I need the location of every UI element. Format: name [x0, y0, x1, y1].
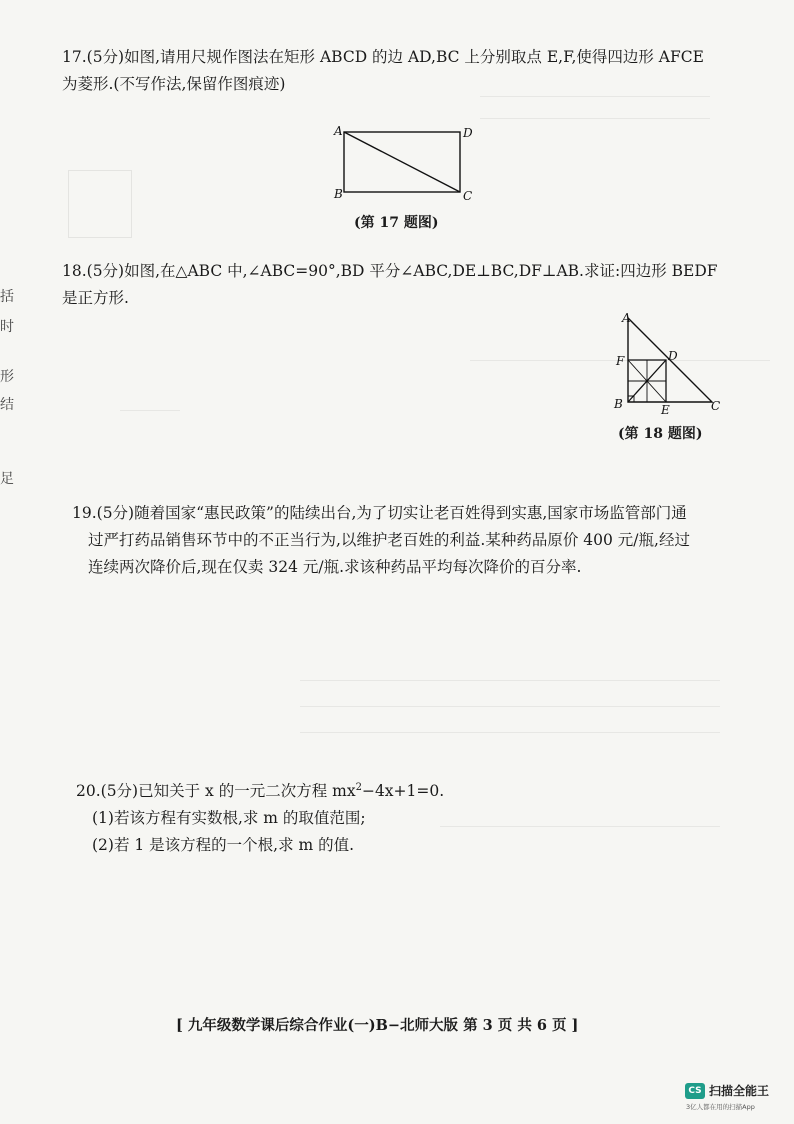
question-18	[62, 258, 718, 312]
scanner-name: 扫描全能王	[709, 1084, 770, 1098]
bleed-through-line	[300, 732, 720, 733]
figure-18-caption: (第 18 题图)	[618, 426, 703, 442]
label-b: B	[614, 397, 623, 411]
question-19-line-2: 过严打药品销售环节中的不正当行为,以维护老百姓的利益.某种药品原价 400 元/瓶,经过	[88, 531, 690, 549]
edge-char: 形	[0, 369, 14, 385]
question-18-line-1: 18.(5分)如图,在△ABC 中,∠ABC=90°,BD 平分∠ABC,DE⊥BC,DF⊥AB.求证:四边形 BEDF	[62, 262, 718, 280]
page-footer: [ 九年级数学课后综合作业(一)B−北师大版 第 3 页 共 6 页 ]	[176, 1017, 579, 1034]
bleed-through-box	[68, 170, 132, 238]
question-20-line-1	[76, 774, 444, 805]
question-20-part-1: (1)若该方程有实数根,求 m 的取值范围;	[92, 809, 366, 828]
label-d: D	[463, 126, 473, 140]
label-a: A	[334, 124, 343, 138]
figure-18-triangle	[608, 308, 724, 416]
bleed-through-line	[120, 410, 180, 411]
bleed-through-line	[480, 118, 710, 119]
question-17	[62, 44, 704, 98]
scanner-tagline: 3亿人都在用的扫描App	[686, 1103, 755, 1111]
edge-char: 结	[0, 397, 14, 413]
exponent: 2	[355, 782, 362, 793]
question-19-line-3: 连续两次降价后,现在仅卖 324 元/瓶.求该种药品平均每次降价的百分率.	[88, 558, 582, 576]
label-d: D	[668, 349, 678, 363]
edge-char: 足	[0, 471, 14, 487]
bleed-through-line	[300, 680, 720, 681]
question-20-part-2: (2)若 1 是该方程的一个根,求 m 的值.	[92, 836, 355, 855]
figure-17-rectangle	[330, 124, 480, 204]
label-e: E	[661, 403, 670, 416]
label-c: C	[463, 189, 473, 203]
bleed-through-line	[440, 826, 720, 827]
question-19-line-1: 19.(5分)随着国家“惠民政策”的陆续出台,为了切实让老百姓得到实惠,国家市场监管部门通	[72, 504, 687, 522]
edge-char: 括	[0, 289, 14, 305]
edge-char: 时	[0, 319, 14, 335]
label-f: F	[616, 354, 625, 368]
question-17-line-2: 为菱形.(不写作法,保留作图痕迹)	[62, 75, 286, 93]
camscanner-icon: CS	[685, 1083, 705, 1099]
label-c: C	[711, 399, 721, 413]
figure-17-caption: (第 17 题图)	[354, 215, 439, 231]
question-19	[72, 500, 690, 581]
question-20-stem: 20.(5分)已知关于 x 的一元二次方程 mx	[76, 782, 356, 801]
question-20-stem-end: −4x+1=0.	[361, 782, 445, 801]
question-18-line-2: 是正方形.	[62, 289, 129, 307]
diagonal-ac	[344, 132, 460, 192]
question-20	[76, 774, 444, 859]
bleed-through-line	[300, 706, 720, 707]
label-a: A	[622, 311, 631, 325]
question-17-line-1: 17.(5分)如图,请用尺规作图法在矩形 ABCD 的边 AD,BC 上分别取点 E,F,使得四边形 AFCE	[62, 48, 704, 66]
label-b: B	[334, 187, 343, 201]
scanner-logo	[685, 1082, 769, 1099]
